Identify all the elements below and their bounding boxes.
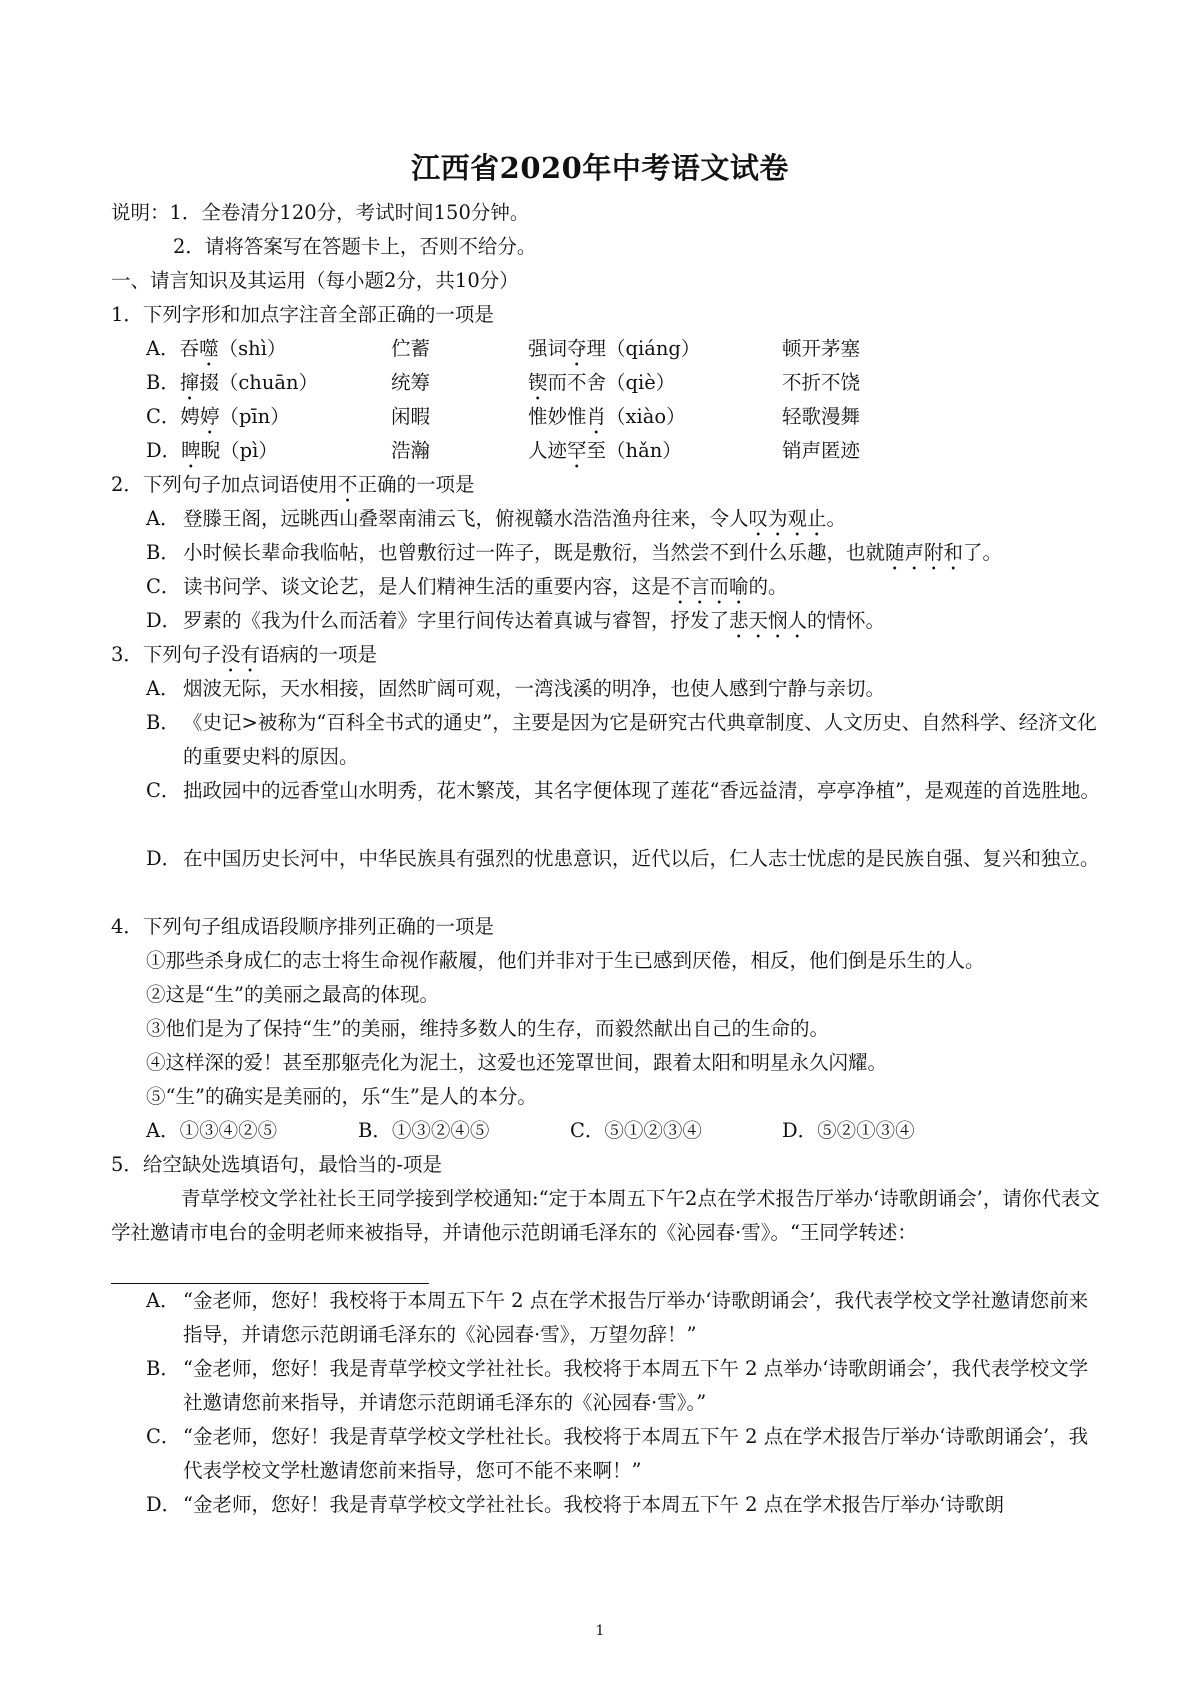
q5-d-letter: D． bbox=[146, 1493, 182, 1516]
question-4-stem: 4．下列句子组成语段顺序排列正确的一项是 bbox=[111, 915, 494, 938]
q5-d-text: “金老师，您好！我是青草学校文学社社长。我校将于本周五下午 2 点在学术报告厅举办‘诗歌朗 bbox=[183, 1493, 1004, 1516]
q1-c-w3a: 惟妙惟 bbox=[528, 405, 587, 428]
q1-a-w3-dotted: 夺 bbox=[567, 337, 587, 360]
q3-c-text: 拙政园中的远香堂山水明秀，花木繁茂，其名字便体现了莲花“香远益清，亭亭净植”，是观莲的首选胜地。 bbox=[183, 779, 1100, 802]
q2-option-b bbox=[111, 536, 1101, 570]
q4-answer-d: D．⑤②①③④ bbox=[782, 1119, 915, 1142]
q5-context-text: 青草学校文学社社长王同学接到学校通知:“定于本周五下午2点在学术报告厅举办‘诗歌朗诵会’，请你代表文学社邀请市电台的金明老师来被指导，并请他示范朗诵毛泽东的《沁园春·雪》。“王同学转述： bbox=[111, 1187, 1100, 1244]
q2-c-letter: C． bbox=[146, 575, 181, 598]
q2-a-end: 。 bbox=[826, 507, 847, 530]
q3-b-letter: B． bbox=[146, 711, 180, 734]
q1-b-letter: B． bbox=[146, 371, 180, 394]
q1-b-w2: 统筹 bbox=[391, 371, 431, 394]
q1-d-w3-dotted: 罕 bbox=[567, 439, 587, 462]
q1-a-w1: 吞 bbox=[179, 337, 200, 360]
q5-c-letter: C． bbox=[146, 1425, 181, 1448]
q3-option-a bbox=[111, 672, 1101, 706]
q3-c-letter: C． bbox=[146, 779, 181, 802]
q5-c-text: “金老师，您好！我是青草学校文学杜社长。我校将于本周五下午 2 点在学术报告厅举办‘诗歌朗诵会’，我代表学校文学杜邀请您前来指导，您可不能不来啊！” bbox=[183, 1425, 1089, 1482]
q4-sentence-1: ①那些杀身成仁的志士将生命视作蔽履，他们并非对于生已感到厌倦，相反，他们倒是乐生的人。 bbox=[146, 949, 985, 972]
q3-option-d bbox=[111, 842, 1101, 910]
q2-option-c bbox=[111, 570, 1101, 604]
q4-sentence-4: ④这样深的爱！甚至那躯壳化为泥土，这爱也还笼罩世间，跟着太阳和明星永久闪耀。 bbox=[146, 1051, 888, 1074]
q4-sentence-3: ③他们是为了保持“生”的美丽，维持多数人的生存，而毅然献出自己的生命的。 bbox=[146, 1017, 829, 1040]
q1-d-w1-pinyin: 睨（pì） bbox=[200, 439, 278, 462]
q5-b-text: “金老师，您好！我是青草学校文学社社长。我校将于本周五下午 2 点举办‘诗歌朗诵会’，我代表学校文学社邀请您前来指导，并请您示范朗诵毛泽东的《沁园春·雪》。” bbox=[183, 1357, 1089, 1414]
question-2-stem bbox=[111, 468, 1101, 502]
q3-b-text: 《史记>被称为“百科全书式的通史”，主要是因为它是研究古代典章制度、人文历史、自然科学、经济文化的重要史料的原因。 bbox=[183, 711, 1097, 768]
q1-c-w1-pinyin: （pīn） bbox=[219, 405, 290, 428]
q2-d-letter: D． bbox=[146, 609, 182, 632]
q3-a-letter: A． bbox=[146, 677, 180, 700]
q1-d-w2: 浩瀚 bbox=[391, 439, 431, 462]
q1-a-w3b: 理（qiáng） bbox=[586, 337, 701, 360]
q2-stem-b: 正确的一项是 bbox=[357, 473, 475, 496]
q3-a-text: 烟波无际，天水相接，固然旷阔可观，一湾浅溪的明净，也使人感到宁静与亲切。 bbox=[183, 677, 886, 700]
q2-b-letter: B． bbox=[146, 541, 180, 564]
q2-b-end: 了。 bbox=[963, 541, 1003, 564]
q1-a-w1-dotted: 噬 bbox=[199, 337, 219, 360]
q4-answer-b: B．①③②④⑤ bbox=[358, 1119, 490, 1142]
q2-d-text: 罗素的《我为什么而活着》字里行间传达着真诚与睿智，抒发了 bbox=[183, 609, 730, 632]
q1-a-w4: 顿开茅塞 bbox=[782, 337, 861, 360]
q1-a-w2: 伫蓄 bbox=[391, 337, 431, 360]
q5-a-text: “金老师，您好！我校将于本周五下午 2 点在学术报告厅举办‘诗歌朗诵会’，我代表学校文学社邀请您前来指导，并请您示范朗诵毛泽东的《沁园春·雪》，万望勿辞！” bbox=[183, 1289, 1089, 1346]
question-1-options bbox=[111, 332, 1101, 468]
q3-stem-emph: 没有 bbox=[220, 643, 260, 666]
q5-option-c bbox=[111, 1420, 1101, 1488]
q1-a-w3a: 强词 bbox=[528, 337, 568, 360]
q2-stem-emph: 不 bbox=[337, 473, 358, 496]
section-heading: 一、请言知识及其运用（每小题2分，共10分） bbox=[111, 269, 519, 292]
page-number: 1 bbox=[595, 1623, 605, 1639]
q2-option-d bbox=[111, 604, 1101, 638]
q1-b-w1-pinyin: 掇（chuān） bbox=[199, 371, 319, 394]
q1-c-w2: 闲暇 bbox=[391, 405, 431, 428]
q1-c-w3-dotted: 肖 bbox=[586, 405, 607, 428]
q3-stem-a: 3．下列句子 bbox=[111, 643, 221, 666]
exam-content bbox=[111, 196, 1101, 1522]
q1-d-w4: 销声匿迹 bbox=[782, 439, 861, 462]
q2-a-term: 叹为观止 bbox=[748, 507, 827, 530]
q2-a-text: 登滕王阁，远眺西山叠翠南浦云飞，俯视赣水浩浩渔舟往来，令人 bbox=[183, 507, 749, 530]
question-5-stem: 5．给空缺处选填语句，最恰当的-项是 bbox=[111, 1153, 442, 1176]
q4-answer-a: A．①③④②⑤ bbox=[146, 1119, 278, 1142]
q3-stem-b: 语病的一项是 bbox=[259, 643, 377, 666]
q1-option-b bbox=[111, 366, 1101, 400]
q2-a-letter: A． bbox=[146, 507, 180, 530]
q4-answers bbox=[111, 1114, 1101, 1148]
q2-stem-a: 2．下列句子加点词语使用 bbox=[111, 473, 338, 496]
q5-option-d bbox=[111, 1488, 1101, 1522]
q1-d-letter: D． bbox=[146, 439, 182, 462]
q1-d-w3b: 至（hǎn） bbox=[586, 439, 682, 462]
q4-sentence-2: ②这是“生”的美丽之最高的体现。 bbox=[146, 983, 439, 1006]
q1-b-w1-dotted: 撺 bbox=[179, 371, 200, 394]
q1-b-w3b: 而不舍（qiè） bbox=[547, 371, 676, 394]
q5-b-letter: B． bbox=[146, 1357, 180, 1380]
q2-d-term: 悲天悯人 bbox=[729, 609, 808, 632]
q1-d-w3a: 人迹 bbox=[528, 439, 568, 462]
q5-a-letter: A． bbox=[146, 1289, 180, 1312]
q2-d-end: 的情怀。 bbox=[807, 609, 886, 632]
q1-option-c bbox=[111, 400, 1101, 434]
q2-b-text: 小时候长辈命我临帖，也曾敷衍过一阵子，既是敷衍，当然尝不到什么乐趣，也就 bbox=[183, 541, 886, 564]
note-2: 2．请将答案写在答题卡上，否则不给分。 bbox=[173, 235, 537, 258]
q1-c-w1: 娉 bbox=[180, 405, 200, 428]
q1-a-w1-pinyin: （shì） bbox=[218, 337, 287, 360]
q1-d-w1-dotted: 睥 bbox=[181, 439, 201, 462]
question-1-stem: 1．下列字形和加点字注音全部正确的一项是 bbox=[111, 303, 494, 326]
q3-option-b bbox=[111, 706, 1101, 774]
q1-option-d bbox=[111, 434, 1101, 468]
q4-answer-c: C．⑤①②③④ bbox=[570, 1119, 702, 1142]
q5-option-b bbox=[111, 1352, 1101, 1420]
q1-a-letter: A． bbox=[146, 337, 180, 360]
q1-option-a bbox=[111, 332, 1101, 366]
q2-c-text: 读书问学、谈文论艺，是人们精神生活的重要内容，这是 bbox=[183, 575, 671, 598]
question-3-stem bbox=[111, 638, 1101, 672]
q3-d-letter: D． bbox=[146, 847, 182, 870]
q2-c-term: 不言而喻 bbox=[670, 575, 749, 598]
q2-option-a bbox=[111, 502, 1101, 536]
q2-b-term: 随声附和 bbox=[885, 541, 964, 564]
q1-c-letter: C． bbox=[146, 405, 181, 428]
answer-blank bbox=[111, 1259, 429, 1284]
q4-sentence-5: ⑤“生”的确实是美丽的，乐“生”是人的本分。 bbox=[146, 1085, 537, 1108]
q5-option-a bbox=[111, 1284, 1101, 1352]
note-1: 说明：1．全卷清分120分，考试时间150分钟。 bbox=[111, 201, 530, 224]
q1-c-w4: 轻歌漫舞 bbox=[782, 405, 861, 428]
q3-d-text: 在中国历史长河中，中华民族具有强烈的忧患意识，近代以后，仁人志士忧虑的是民族自强、复兴和独立。 bbox=[183, 847, 1100, 870]
q2-c-end: 的。 bbox=[748, 575, 788, 598]
q1-c-w3b: （xiào） bbox=[606, 405, 686, 428]
q1-b-w4: 不折不饶 bbox=[782, 371, 861, 394]
q3-option-c bbox=[111, 774, 1101, 842]
q5-context-paragraph bbox=[111, 1182, 1101, 1284]
q1-b-w3-dotted: 锲 bbox=[528, 371, 548, 394]
q1-c-w1-dotted: 婷 bbox=[199, 405, 220, 428]
page-title: 江西省2020年中考语文试卷 bbox=[411, 151, 789, 185]
